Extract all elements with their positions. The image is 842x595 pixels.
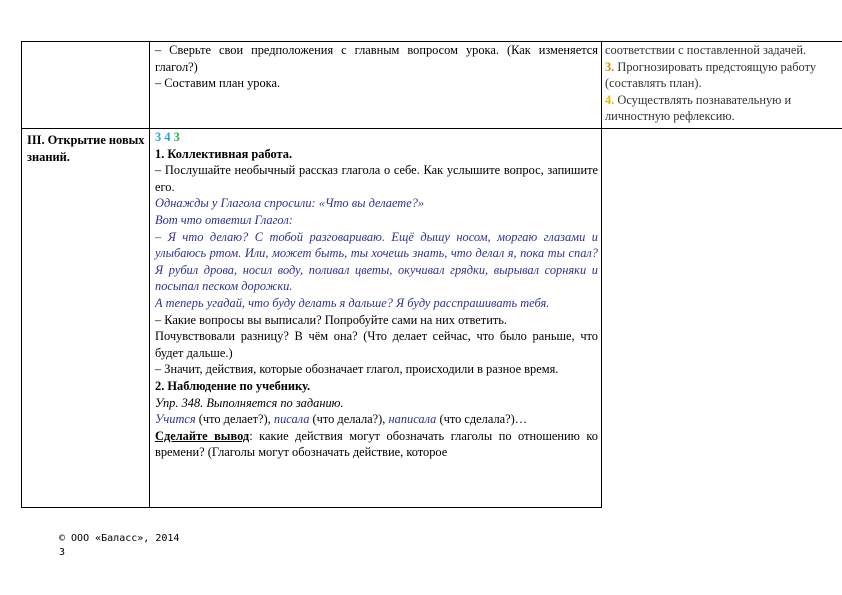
example-word-2: писала: [273, 412, 310, 427]
row1-instruction-2: – Составим план урока.: [155, 76, 281, 91]
exercise-line: Упр. 348. Выполняется по заданию.: [155, 395, 344, 410]
example-question-1: (что делает?),: [195, 412, 274, 427]
digit-green: 3: [173, 130, 180, 144]
row1-activity-cell: [155, 42, 598, 92]
work1-title: 1. Коллективная работа.: [155, 146, 293, 161]
table-border-left: [21, 41, 22, 508]
question-2: Почувствовали разницу? В чём она? (Что делает сейчас, что было раньше, что будет дальше.): [155, 329, 598, 360]
row2-activity-cell: [155, 129, 598, 461]
question-3: – Значит, действия, которые обозначает глагол, происходили в разное время.: [155, 362, 559, 377]
story-line-2: Вот что ответил Глагол:: [155, 212, 293, 227]
row1-uud-cell: [605, 42, 840, 125]
conclusion-label: Сделайте вывод: [155, 428, 250, 443]
work2-title: 2. Наблюдение по учебнику.: [155, 378, 311, 393]
row1-instruction-1: – Сверьте свои предположения с главным вопросом урока. (Как изменяется глагол?): [155, 43, 598, 74]
lesson-table: [21, 41, 842, 508]
uud-item-3-number: 3.: [605, 59, 615, 74]
question-1: – Какие вопросы вы выписали? Попробуйте сами на них ответить.: [155, 312, 508, 327]
story-line-1: Однажды у Глагола спросили: «Что вы делаете?»: [155, 196, 425, 211]
digit-blue-2: 4: [164, 130, 171, 144]
uud-line-1: соответствии с поставленной задачей.: [605, 43, 807, 57]
example-word-3: написала: [388, 412, 437, 427]
conclusion-text: : какие действия могут обозначать глаголы по отношению ко времени? (Глаголы могут обозначать действие, которое: [155, 428, 599, 460]
conclusion: [155, 428, 598, 461]
page-number: 3: [59, 547, 66, 558]
digit-blue: 3: [155, 130, 162, 144]
example-question-2: (что делала?),: [309, 412, 389, 427]
copyright-footer: © ООО «Баласс», 2014: [59, 533, 180, 544]
uud-item-4: [605, 92, 840, 125]
story-paragraph: – Я что делаю? С тобой разговариваю. Ещё дышу носом, моргаю глазами и улыбаюсь ртом. Или, может быть, ты хочешь знать, что делал я, пока ты спал? Я рубил дрова, носил воду, поливал цветы, окучивал грядки, вырывал сорняки и посыпал песком дорожки.: [155, 229, 598, 294]
uud-digits: [155, 129, 598, 146]
uud-item-4-number: 4.: [605, 92, 615, 107]
instruction-listen: – Послушайте необычный рассказ глагола о себе. Как услышите вопрос, запишите его.: [155, 163, 598, 194]
uud-item-4-text: Осуществлять познавательную и личностную рефлексию.: [605, 92, 792, 124]
uud-item-3-text: Прогнозировать предстоящую работу (составлять план).: [605, 59, 817, 91]
table-border-bottom: [21, 507, 601, 508]
example-question-3: (что сделала?)…: [436, 412, 528, 427]
exercise-examples: [155, 411, 598, 428]
stage-title: III. Открытие новых знаний.: [27, 133, 145, 164]
story-ending: А теперь угадай, что буду делать я дальше? Я буду расспрашивать тебя.: [155, 295, 550, 310]
table-divider-col1: [149, 41, 150, 508]
example-word-1: Учится: [155, 412, 196, 427]
table-divider-col2: [601, 41, 602, 508]
uud-item-3: [605, 59, 840, 92]
